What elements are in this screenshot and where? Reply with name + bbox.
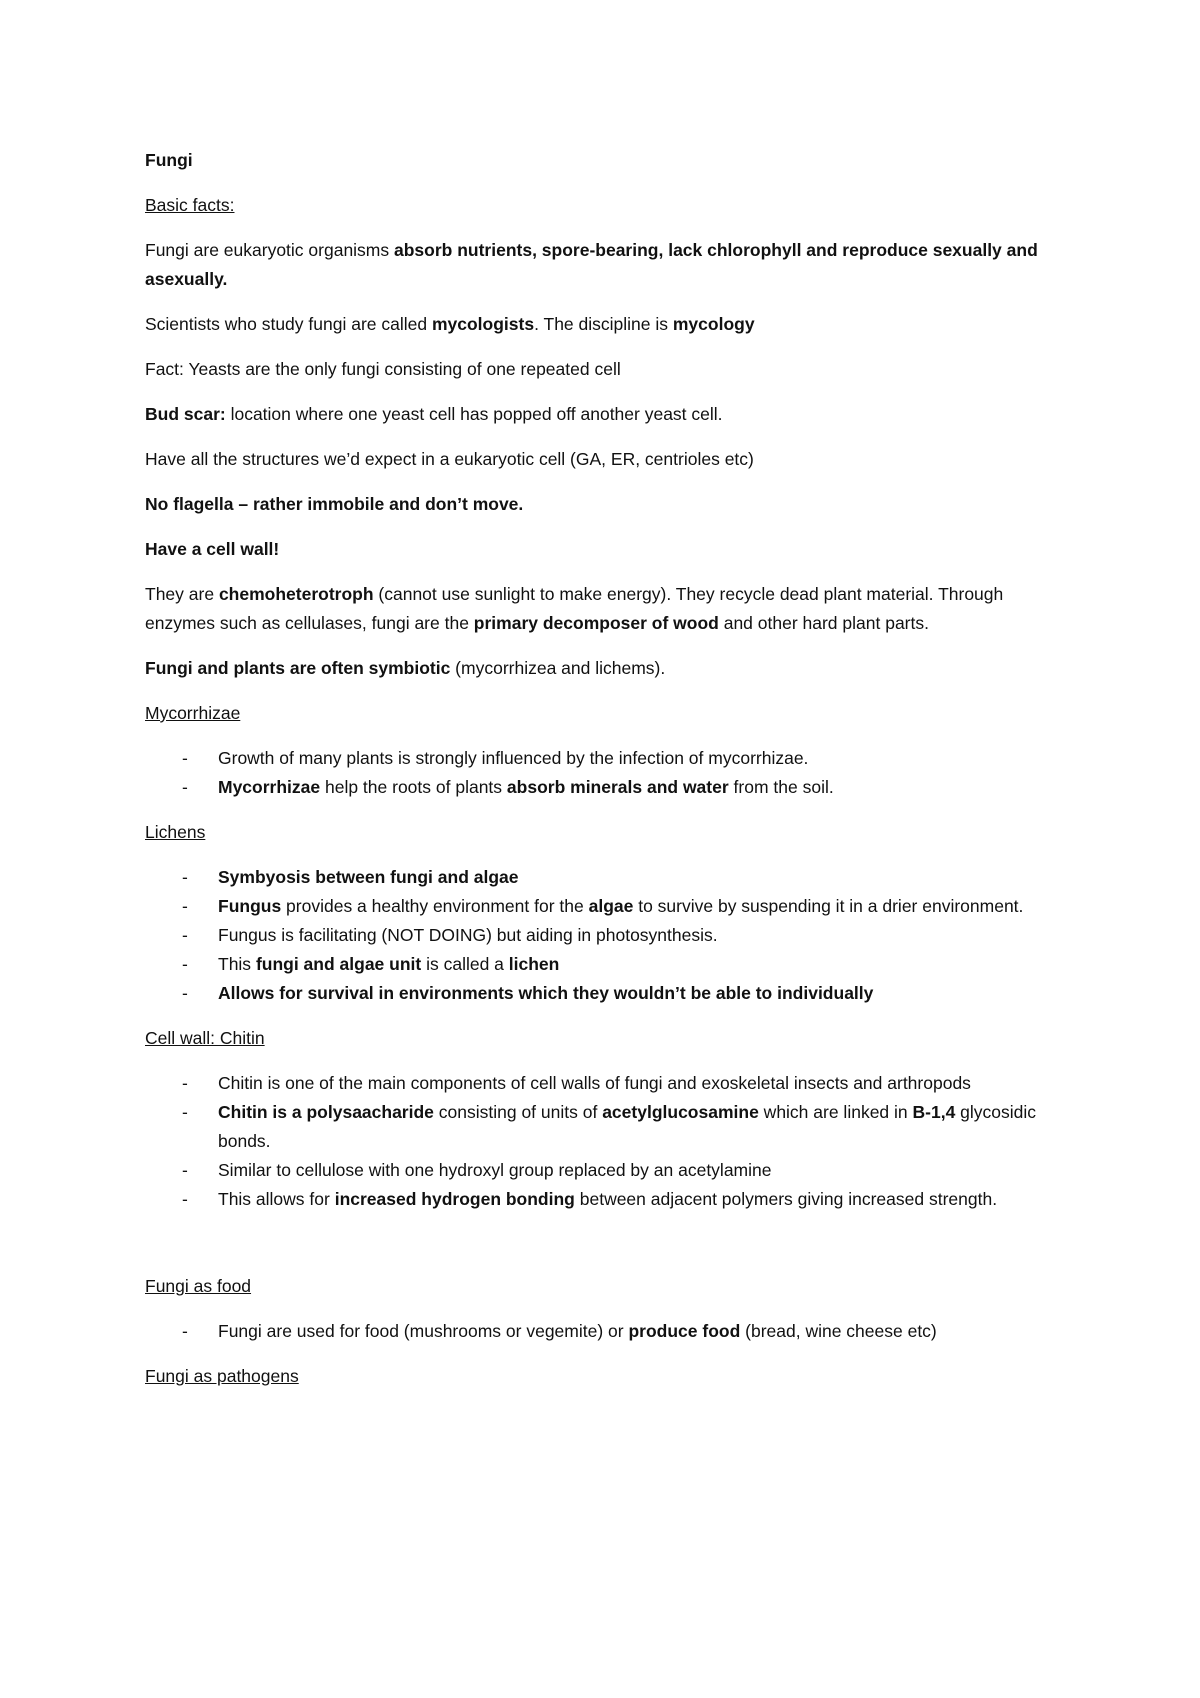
lichens-heading: Lichens <box>145 822 206 842</box>
list-item <box>145 1098 1065 1156</box>
paragraph <box>145 310 1065 339</box>
basic-facts-section <box>145 236 1065 683</box>
text-run: from the soil. <box>728 777 834 797</box>
text-run: Chitin is one of the main components of cell walls of fungi and exoskeletal insects and arthropods <box>218 1073 971 1093</box>
list-item <box>145 1069 1065 1098</box>
text-run: Growth of many plants is strongly influenced by the infection of mycorrhizae. <box>218 748 809 768</box>
paragraph <box>145 490 1065 519</box>
paragraph <box>145 654 1065 683</box>
bold-text: Mycorrhizae <box>218 777 321 797</box>
list-item <box>145 1156 1065 1185</box>
text-run: consisting of units of <box>433 1102 603 1122</box>
cell-wall-heading: Cell wall: Chitin <box>145 1028 265 1048</box>
fungi-as-food-heading: Fungi as food <box>145 1276 252 1296</box>
text-run: Fungi are eukaryotic organisms <box>145 240 394 260</box>
text-run: help the roots of plants <box>320 777 507 797</box>
list-item <box>145 979 1065 1008</box>
bold-text: acetylglucosamine <box>602 1102 759 1122</box>
paragraph <box>145 236 1065 294</box>
bold-text: Bud scar: <box>145 404 226 424</box>
list-item <box>145 773 1065 802</box>
text-run: They are <box>145 584 219 604</box>
bold-text: Fungus <box>218 896 282 916</box>
bold-text: absorb nutrients, spore-bearing, lack chlorophyll and reproduce sexually and asexually. <box>145 240 1038 289</box>
bold-text: algae <box>588 896 634 916</box>
paragraph <box>145 580 1065 638</box>
bold-text: produce food <box>628 1321 741 1341</box>
text-run: (mycorrhizea and lichems). <box>450 658 666 678</box>
list-item <box>145 1317 1065 1346</box>
text-run: and other hard plant parts. <box>718 613 929 633</box>
paragraph <box>145 445 1065 474</box>
text-run: This <box>218 954 256 974</box>
bold-text: mycology <box>672 314 755 334</box>
bold-text: Symbyosis between fungi and algae <box>218 867 519 887</box>
bold-text: Fungi and plants are often symbiotic <box>145 658 451 678</box>
list-item <box>145 921 1065 950</box>
text-run: (cannot use sunlight to make energy). They recycle dead plant material. Through enzymes such as cellulases, fungi are the <box>145 584 1004 633</box>
text-run: . The discipline is <box>534 314 673 334</box>
mycorrhizae-list <box>145 744 1065 802</box>
text-run: to survive by suspending it in a drier environment. <box>633 896 1024 916</box>
text-run: Fact: Yeasts are the only fungi consisting of one repeated cell <box>145 359 621 379</box>
bold-text: primary decomposer of wood <box>473 613 719 633</box>
text-run: location where one yeast cell has popped off another yeast cell. <box>225 404 723 424</box>
list-item <box>145 892 1065 921</box>
cell-wall-list <box>145 1069 1065 1214</box>
paragraph <box>145 355 1065 384</box>
text-run: provides a healthy environment for the <box>281 896 589 916</box>
list-item <box>145 950 1065 979</box>
bold-text: lichen <box>508 954 560 974</box>
bold-text: increased hydrogen bonding <box>334 1189 575 1209</box>
bold-text: fungi and algae unit <box>255 954 422 974</box>
text-run: glycosidic bonds. <box>218 1102 1037 1151</box>
text-run: This allows for <box>218 1189 335 1209</box>
document-title: Fungi <box>145 150 193 170</box>
text-run: Have all the structures we’d expect in a eukaryotic cell (GA, ER, centrioles etc) <box>145 449 754 469</box>
basic-facts-heading: Basic facts: <box>145 195 235 215</box>
bold-text: B-1,4 <box>912 1102 956 1122</box>
list-item <box>145 863 1065 892</box>
document-body <box>145 146 1065 1407</box>
bold-text: Have a cell wall! <box>145 539 280 559</box>
bold-text: absorb minerals and water <box>506 777 729 797</box>
paragraph <box>145 535 1065 564</box>
text-run: Similar to cellulose with one hydroxyl group replaced by an acetylamine <box>218 1160 772 1180</box>
list-item <box>145 1185 1065 1214</box>
bold-text: No flagella – rather immobile and don’t move. <box>145 494 524 514</box>
fungi-as-food-list <box>145 1317 1065 1346</box>
fungi-as-pathogens-heading: Fungi as pathogens <box>145 1366 299 1386</box>
text-run: is called a <box>421 954 509 974</box>
blank-line <box>145 1230 1065 1272</box>
text-run: Scientists who study fungi are called <box>145 314 432 334</box>
bold-text: Chitin is a polysaacharide <box>218 1102 434 1122</box>
text-run: (bread, wine cheese etc) <box>740 1321 937 1341</box>
text-run: Fungus is facilitating (NOT DOING) but aiding in photosynthesis. <box>218 925 718 945</box>
lichens-list <box>145 863 1065 1008</box>
mycorrhizae-heading: Mycorrhizae <box>145 703 241 723</box>
bold-text: Allows for survival in environments which they wouldn’t be able to individually <box>218 983 874 1003</box>
text-run: which are linked in <box>758 1102 913 1122</box>
paragraph <box>145 400 1065 429</box>
bold-text: mycologists <box>431 314 535 334</box>
list-item <box>145 744 1065 773</box>
bold-text: chemoheterotroph <box>218 584 374 604</box>
text-run: Fungi are used for food (mushrooms or vegemite) or <box>218 1321 629 1341</box>
text-run: between adjacent polymers giving increased strength. <box>574 1189 998 1209</box>
